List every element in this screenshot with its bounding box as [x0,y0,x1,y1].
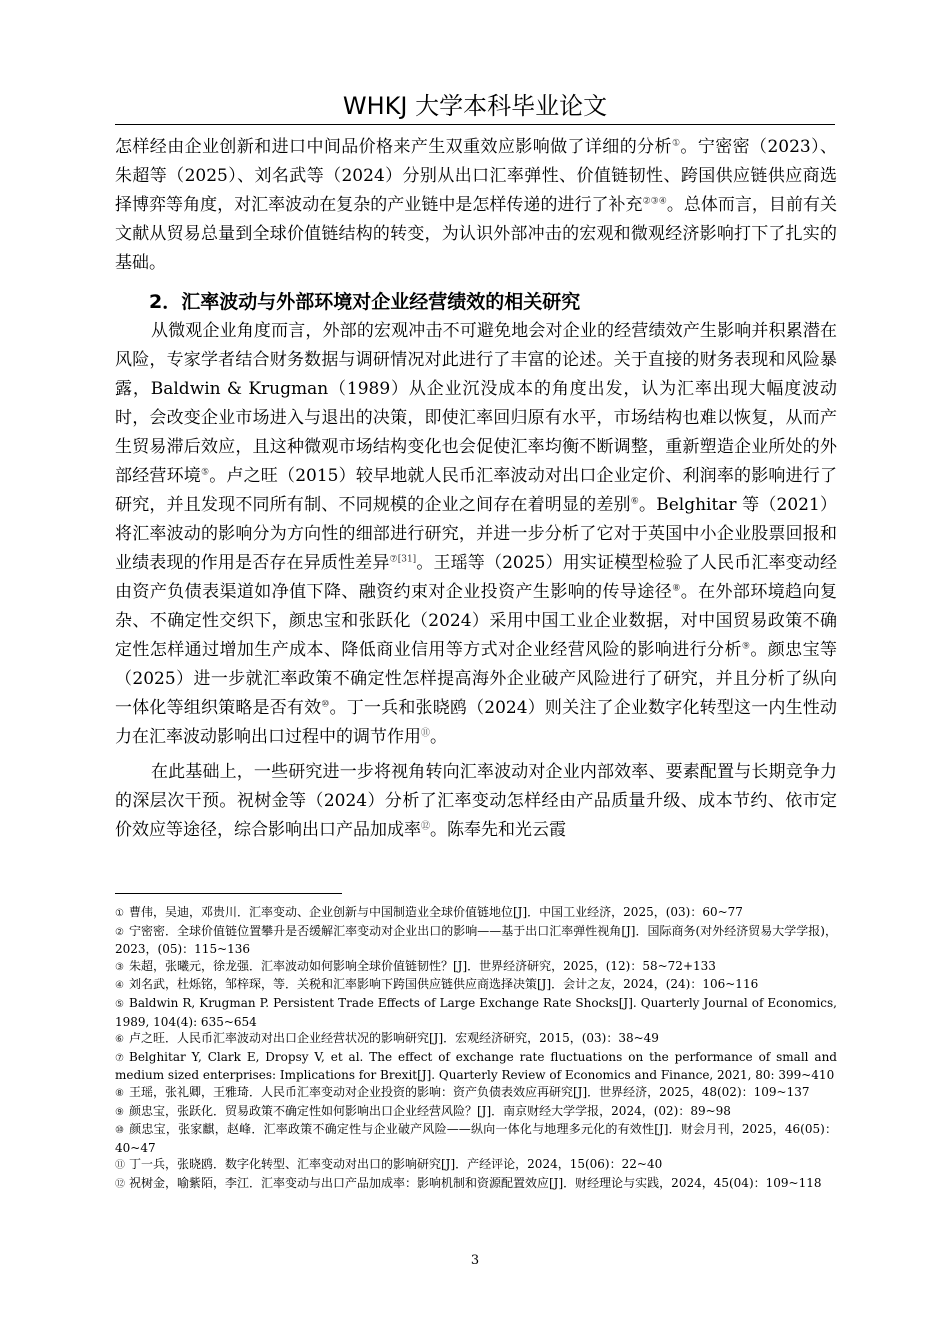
footnote-ref-9[interactable]: ⑨ [741,641,751,652]
footnote-4-text: 刘名武，杜烁铭，邹梓琛，等．关税和汇率影响下跨国供应链供应商选择决策[J]．会计之友，2024，(24)：106~116 [129,977,759,992]
footnote-9-number: ⑨ [115,1106,124,1118]
footnote-3-number: ③ [115,961,124,973]
paragraph-2-text-f: 。颜忠宝等（2025）进一步就汇率政策不确定性怎样提高海外企业破产风险进行了研究，并且分析了纵向一体化等组织策略是否有效 [115,640,837,718]
paragraph-3-text-b: 。陈奉先和光云霞 [430,820,567,840]
paragraph-2-text-b: 。卢之旺（2015）较早地就人民币汇率波动对出口企业定价、利润率的影响进行了研究，并且发现不同所有制、不同规模的企业之间存在着明显的差别 [115,466,838,515]
footnote-8-text: 王瑶，张礼卿，王雅琦．人民币汇率变动对企业投资的影响：资产负债表效应再研究[J]．世界经济，2025，48(02)：109~137 [129,1084,810,1099]
paragraph-1-text: 怎样经由企业创新和进口中间品价格来产生双重效应影响做了详细的分析 [115,137,672,157]
paragraph-2-text-e: 。在外部环境趋向复杂、不确定性交织下，颜忠宝和张跃化（2024）采用中国工业企业数据，对中国贸易政策不确定性怎样通过增加生产成本、降低商业信用等方式对企业经营风险的影响进行分析 [115,582,838,660]
footnote-ref-2-4[interactable]: ②③④ [642,196,667,207]
footnotes [115,904,837,1194]
footnote-1-text: 曹伟，吴迪，邓贵川．汇率变动、企业创新与中国制造业全球价值链地位[J]．中国工业经济，2025，(03)：60~77 [129,905,743,919]
footnote-divider [115,893,342,894]
paragraph-2-text-g: 。丁一兵和张晓鸥（2024）则关注了企业数字化转型这一内生性动力在汇率波动影响出口过程中的调节作用 [115,698,837,747]
footnote-2-text: 宁密密．全球价值链位置攀升是否缓解汇率变动对企业出口的影响——基于出口汇率弹性视角[J]．国际商务(对外经济贸易大学学报)，2023，(05)：115~136 [115,923,837,957]
page-number: 3 [470,1253,480,1268]
paragraph-1-text-2: 。宁密密（2023）、朱超等（2025）、刘名武等（2024）分别从出口汇率弹性、价值链韧性、跨国供应链供应商选择博弈等角度，对汇率波动在复杂的产业链中是怎样传递的进行了补充 [115,137,838,215]
footnote-ref-5[interactable]: ⑤ [200,467,210,478]
footnote-ref-6[interactable]: ⑥ [630,496,640,507]
paragraph-1 [115,133,837,278]
paragraph-2-text-c: 。Belghitar 等（2021）将汇率波动的影响分为方向性的细部进行研究，并进一步分析了它对于英国中小企业股票回报和业绩表现的作用是否存在异质性差异 [115,495,837,573]
footnote-12-text: 祝树金，喻紫陌，李江．汇率变动与出口产品加成率：影响机制和资源配置效应[J]．财经理论与实践，2024，45(04)：109~118 [129,1175,822,1190]
paragraph-1-text-3: 。总体而言，目前有关文献从贸易总量到全球价值链结构的转变，为认识外部冲击的宏观和微观经济影响打下了扎实的基础。 [115,195,837,273]
footnote-8 [115,1084,837,1103]
footnote-ref-1[interactable]: ① [671,138,681,149]
footnote-7 [115,1049,837,1084]
footnote-11-text: 丁一兵，张晓鸥．数字化转型、汇率变动对出口的影响研究[J]．产经评论，2024，15(06)：22~40 [129,1157,663,1172]
paragraph-3 [115,758,837,845]
footnote-9-text: 颜忠宝，张跃化．贸易政策不确定性如何影响出口企业经营风险？[J]．南京财经大学学报，2024，(02)：89~98 [129,1103,731,1118]
footnote-4-number: ④ [115,980,124,992]
footnote-5-number: ⑤ [115,998,124,1010]
footnote-12 [115,1175,837,1194]
footnote-7-number: ⑦ [115,1052,124,1064]
footnote-11 [115,1156,837,1175]
footnote-4 [115,976,837,995]
paragraph-3-text-a: 在此基础上，一些研究进一步将视角转向汇率波动对企业内部效率、要素配置与长期竞争力的深层次干预。祝树金等（2024）分析了汇率变动怎样经由产品质量升级、成本节约、依市定价效应等途径，综合影响出口产品加成率 [115,762,837,840]
footnote-1-number: ① [115,908,124,919]
section-heading: 2．汇率波动与外部环境对企业经营绩效的相关研究 [149,291,581,313]
footnote-10-number: ⑩ [115,1125,124,1137]
footnote-10-text: 颜忠宝，张家麒，赵峰．汇率政策不确定性与企业破产风险——纵向一体化与地理多元化的有效性[J]．财会月刊，2025，46(05)：40~47 [115,1122,837,1155]
footnote-8-number: ⑧ [115,1087,124,1099]
body-text [115,133,837,845]
footnote-1 [115,904,837,923]
footnote-6-text: 卢之旺．人民币汇率波动对出口企业经营状况的影响研究[J]．宏观经济研究，2015，(03)：38~49 [129,1031,659,1046]
footnote-5 [115,995,837,1030]
footnote-11-number: ⑪ [115,1160,125,1172]
footnote-ref-7[interactable]: ⑦[31] [389,554,417,565]
footnote-2-number: ② [115,926,124,938]
paragraph-2-text-h: 。 [430,727,448,747]
page-header-title: WHKJ 大学本科毕业论文 [342,92,608,120]
footnote-9 [115,1103,837,1122]
footnote-ref-10[interactable]: ⑩ [321,699,330,710]
footnote-ref-8[interactable]: ⑧ [672,583,681,594]
paragraph-2 [115,317,837,752]
footnote-ref-11[interactable]: ⑪ [421,728,431,739]
footnote-ref-12[interactable]: ⑫ [421,821,431,832]
paragraph-2-text-a: 从微观企业角度而言，外部的宏观冲击不可避免地会对企业的经营绩效产生影响并积累潜在风险，专家学者结合财务数据与调研情况对此进行了丰富的论述。关于直接的财务表现和风险暴露，Baldwin & Krugman（1989）从企业沉没成本的角度出发，认为汇率出现大幅度波动时，会改变企业市场进入与退出的决策，即使汇率回归原有水平，市场结构也难以恢复，从而产生贸易滞后效应，且这种微观市场结构变化也会促使汇率均衡不断调整，重新塑造企业所处的外部经营环境 [115,321,837,486]
footnote-6 [115,1030,837,1049]
footnote-6-number: ⑥ [115,1034,124,1046]
footnote-10 [115,1121,837,1156]
footnote-3-text: 朱超，张曦元，徐龙强．汇率波动如何影响全球价值链韧性？[J]．世界经济研究，2025，(12)：58~72+133 [129,958,716,973]
footnote-12-number: ⑫ [115,1178,125,1190]
footnote-3 [115,958,837,977]
footnote-2 [115,923,837,958]
header-divider [115,124,835,125]
footnote-5-text: Baldwin R, Krugman P. Persistent Trade Effects of Large Exchange Rate Shocks[J]. Quarterly Journal of Economics, 1989, 104(4): 635~654 [115,995,837,1029]
paragraph-2-text-d: 。王瑶等（2025）用实证模型检验了人民币汇率变动经由资产负债表渠道如净值下降、融资约束对企业投资产生影响的传导途径 [115,553,838,602]
footnote-7-text: Belghitar Y, Clark E, Dropsy V, et al. The effect of exchange rate fluctuations on the performance of small and medium sized enterprises: Implications for Brexit[J]. Quarterly Review of Economics and Finance, 2021, 80: 399~410 [115,1049,837,1083]
